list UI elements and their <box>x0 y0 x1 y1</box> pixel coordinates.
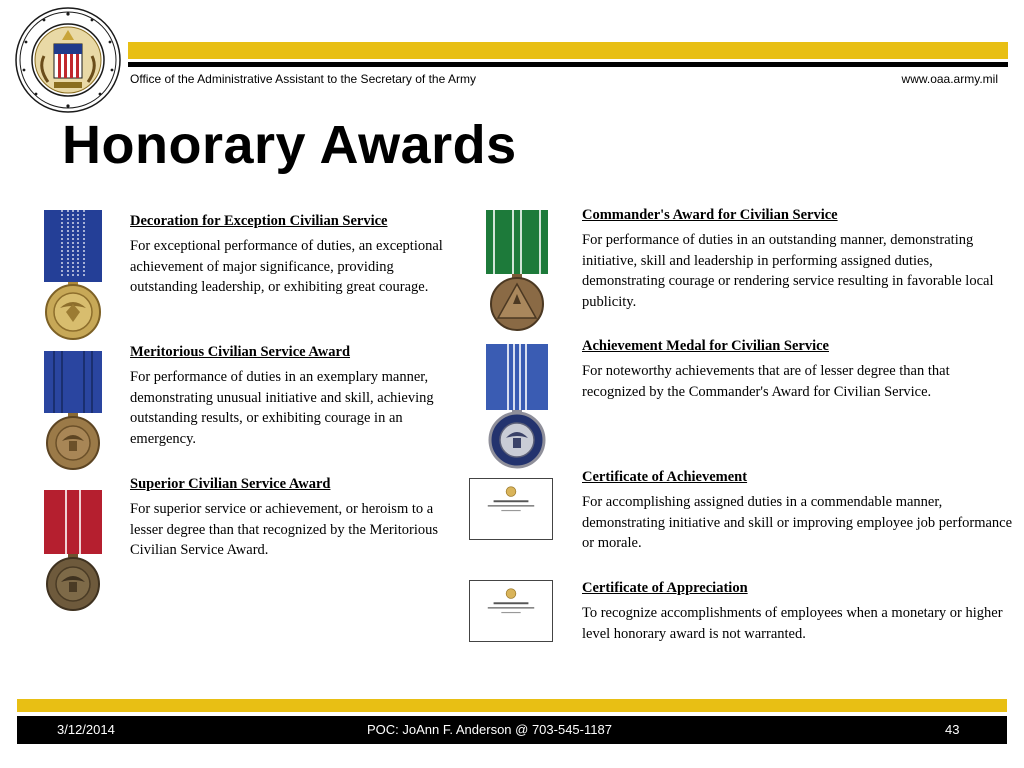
award-commanders-civilian-service <box>582 206 1002 312</box>
award-description: For noteworthy achievements that are of lesser degree than that recognized by the Commander's Award for Civilian Service. <box>582 363 950 400</box>
award-title: Certificate of Appreciation <box>582 580 748 596</box>
exceptional-service-medal-image <box>42 208 104 340</box>
footer-bar <box>17 716 1007 744</box>
meritorious-service-medal-image <box>42 349 104 471</box>
award-exceptional-civilian-service <box>130 212 460 298</box>
footer-page-number: 43 <box>945 722 960 737</box>
achievement-medal-image <box>484 342 550 470</box>
footer-date: 3/12/2014 <box>57 722 115 737</box>
footer-gold-bar <box>17 699 1007 712</box>
award-title: Achievement Medal for Civilian Service <box>582 338 829 354</box>
award-title: Certificate of Achievement <box>582 469 748 485</box>
award-description: For performance of duties in an outstanding manner, demonstrating initiative, skill and leadership in performing assigned duties, demonstrating courage or rendering service resulting in favorable local publicity. <box>582 232 994 310</box>
superior-service-medal-image <box>42 488 104 614</box>
award-description: For performance of duties in an exemplary manner, demonstrating unusual initiative and skill, achieving outstanding results, or exhibiting courage in an emergency. <box>130 369 434 447</box>
award-title: Meritorious Civilian Service Award <box>130 344 351 360</box>
page-title: Honorary Awards <box>62 115 517 175</box>
oaa-seal-logo <box>14 6 122 114</box>
award-superior-civilian-service <box>130 475 464 561</box>
header-black-rule <box>128 62 1008 67</box>
certificate-of-achievement-image <box>469 478 553 540</box>
header-gold-bar <box>128 42 1008 59</box>
award-description: To recognize accomplishments of employees when a monetary or higher level honorary award is not warranted. <box>582 605 1003 642</box>
commanders-award-medal-image <box>484 208 550 332</box>
award-certificate-of-achievement <box>582 468 1014 554</box>
award-title: Superior Civilian Service Award <box>130 476 331 492</box>
award-meritorious-civilian-service <box>130 343 448 449</box>
award-description: For exceptional performance of duties, an exceptional achievement of major significance, providing outstanding leadership, or exhibiting great courage. <box>130 238 443 295</box>
footer-poc: POC: JoAnn F. Anderson @ 703-545-1187 <box>367 722 612 737</box>
header-url-link[interactable]: www.oaa.army.mil <box>901 72 998 86</box>
header-org-name: Office of the Administrative Assistant to the Secretary of the Army <box>130 72 476 86</box>
award-achievement-medal <box>582 337 1002 402</box>
award-certificate-of-appreciation <box>582 579 1020 644</box>
award-description: For superior service or achievement, or heroism to a lesser degree than that recognized by the Meritorious Civilian Service Award. <box>130 501 439 558</box>
award-title: Decoration for Exception Civilian Service <box>130 213 388 229</box>
certificate-of-appreciation-image <box>469 580 553 642</box>
award-description: For accomplishing assigned duties in a commendable manner, demonstrating initiative and skill or improving employee job performance or morale. <box>582 494 1013 551</box>
award-title: Commander's Award for Civilian Service <box>582 207 838 223</box>
